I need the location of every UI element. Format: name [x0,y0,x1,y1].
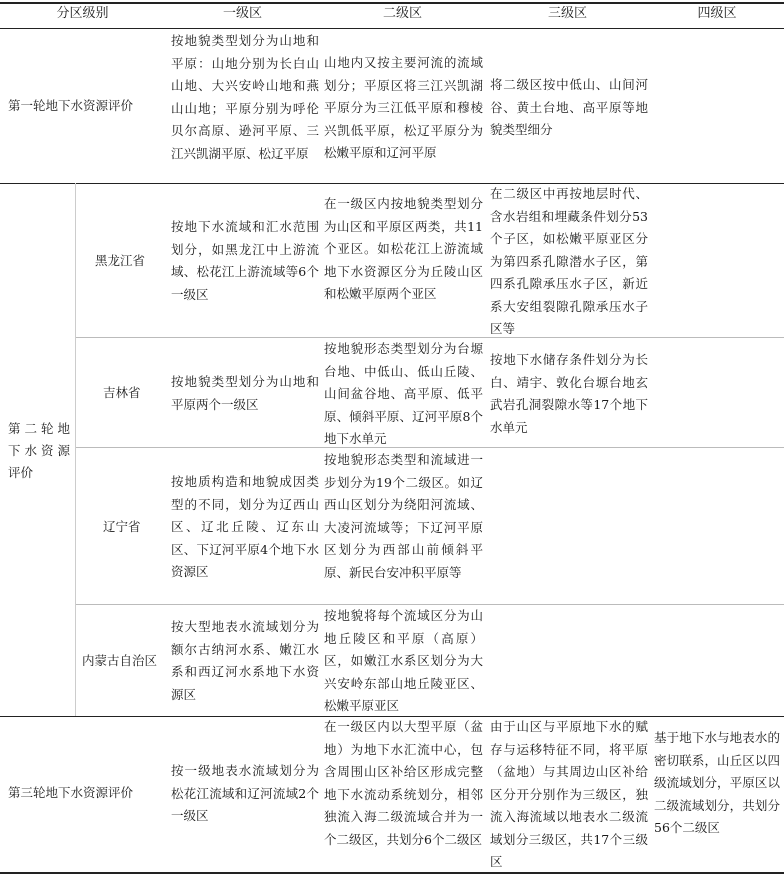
table-bottom-rule [0,872,784,874]
row3-level2: 在一级区内以大型平原（盆地）为地下水汇流中心，包含周围山区补给区形成完整地下水流动系统划分，相邻独流入海二级流域合并为一个二级区，共划分6个二级区 [324,719,483,847]
header-level-2: 二级区 [382,6,422,21]
liaoning-level2: 按地貌形态类型和流域进一步划分为19个二级区。如辽西山区划分为绕阳河流域、大凌河流域等；下辽河平原区划分为西部山前倾斜平原、新民台安冲积平原等 [324,452,483,580]
row1-level3: 将二级区按中低山、山间河谷、黄土台地、高平原等地貌类型细分 [490,77,648,137]
inner-mongolia-level2: 按地貌将每个流域区分为山地丘陵区和平原（高原）区，如嫩江水系区划分为大兴安岭东部山地丘陵亚区、松嫩平原亚区 [324,608,483,713]
row3-level1: 按一级地表水流域划分为松花江流域和辽河流域2个一级区 [171,763,319,823]
province-liaoning: 辽宁省 [103,519,141,534]
jilin-level2: 按地貌形态类型划分为台塬台地、中低山、低山丘陵、山间盆谷地、高平原、低平原、倾斜平原、辽河平原8个地下水单元 [324,341,483,446]
row2-label: 第二轮地下水资源评价 [8,421,70,480]
row1-level1: 按地貌类型划分为山地和平原：山地分别为长白山山地、大兴安岭山地和燕山山地；平原分别为呼伦贝尔高原、逊河平原、三江兴凯湖平原、松辽平原 [171,33,319,161]
header-level-4: 四级区 [697,6,737,21]
header-level: 分区级别 [56,6,109,21]
row3-level4: 基于地下水与地表水的密切联系，山丘区以四级流域划分，平原区以二级流域划分，共划分56个二级区 [654,730,780,835]
province-inner-mongolia: 内蒙古自治区 [82,653,158,668]
table-top-rule [0,2,784,4]
header-level-1: 一级区 [222,6,262,21]
province-jilin: 吉林省 [103,385,141,400]
header-bottom-rule [0,28,784,29]
header-level-3: 三级区 [547,6,587,21]
row3-level3: 由于山区与平原地下水的赋存与运移特征不同，将平原（盆地）与其周边山区补给区分开分别作为三级区，独流入海流域以地表水二级流域划分三级区，共17个三级区 [490,719,648,869]
liaoning-level1: 按地质构造和地貌成因类型的不同，划分为辽西山区、辽北丘陵、辽东山区、下辽河平原4个地下水资源区 [171,474,319,579]
province-column-divider [75,183,76,716]
province-heilongjiang: 黑龙江省 [95,253,146,268]
row1-level2: 山地内又按主要河流的流域划分；平原区将三江兴凯湖平原分为三江低平原和穆棱兴凯低平原，松辽平原分为松嫩平原和辽河平原 [324,55,483,160]
heilongjiang-level1: 按地下水流域和汇水范围划分，如黑龙江中上游流域、松花江上游流域等6个一级区 [171,219,319,302]
inner-mongolia-level1: 按大型地表水流域划分为额尔古纳河水系、嫩江水系和西辽河水系地下水资源区 [171,619,319,702]
jilin-level1: 按地貌类型划分为山地和平原两个一级区 [171,374,319,412]
heilongjiang-level3: 在二级区中再按地层时代、含水岩组和埋藏条件划分53个子区，如松嫩平原亚区分为第四系孔隙潜水子区，第四系孔隙承压水子区，新近系大安组裂隙孔隙承压水子区等 [490,186,648,336]
row3-label: 第三轮地下水资源评价 [8,785,134,800]
jilin-level3: 按地下水储存条件划分为长白、靖宇、敦化台塬台地玄武岩孔洞裂隙水等17个地下水单元 [490,352,648,435]
row1-bottom-rule [0,183,784,184]
heilongjiang-level2: 在一级区内按地貌类型划分为山区和平原区两类，共11个亚区。如松花江上游流域地下水资源区分为丘陵山区和松嫩平原两个亚区 [324,196,483,301]
row1-label: 第一轮地下水资源评价 [8,98,134,113]
